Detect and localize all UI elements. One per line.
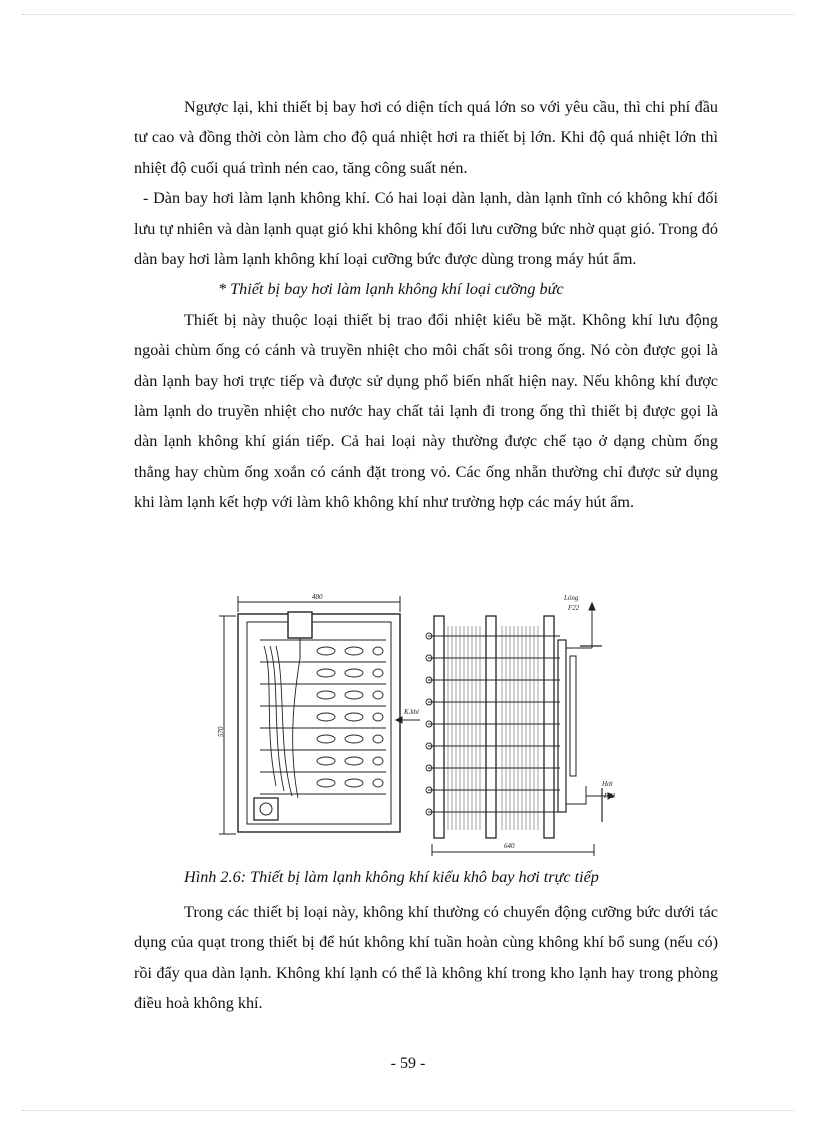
front-view-drawing — [219, 596, 420, 834]
dim-width-label: 480 — [312, 593, 323, 601]
dim-depth-label: 640 — [504, 842, 515, 850]
evaporator-figure — [214, 586, 628, 858]
body-text-bottom — [134, 897, 718, 1019]
dim-height-label: 570 — [217, 726, 225, 737]
liquid-label: Lỏng — [564, 594, 579, 602]
vapor-label: Hơi — [602, 780, 613, 788]
body-text-top — [134, 92, 718, 518]
page-number: - 59 - — [390, 1055, 426, 1072]
paragraph-overheat: Ngược lại, khi thiết bị bay hơi có diện tích quá lớn so với yêu cầu, thì chi phí đầu tư cao và đồng thời còn làm cho độ quá nhiệt hơi ra thiết bị lớn. Khi độ quá nhiệt lớn thì nhiệt độ cuối quá trình nén cao, tăng công suất nén. — [134, 98, 718, 177]
bottom-dotted-rule — [22, 1110, 794, 1111]
liquid-ref-label: F22 — [568, 604, 580, 612]
vapor-ref-label: F22 — [604, 792, 616, 800]
section-heading: * Thiết bị bay hơi làm lạnh không khí loại cưỡng bức — [218, 280, 564, 299]
paragraph-forced-air: Trong các thiết bị loại này, không khí thường có chuyển động cưỡng bức dưới tác dụng của quạt trong thiết bị để hút không khí tuần hoàn cùng không khí bổ sung (nếu có) rồi đẩy qua dàn lạnh. Không khí lạnh có thể là không khí trong kho lạnh hay trong phòng điều hoà không khí. — [134, 903, 718, 1013]
air-label: K.khí — [404, 708, 419, 716]
top-dotted-rule — [22, 14, 794, 15]
figure-caption: Hình 2.6: Thiết bị làm lạnh không khí kiểu khô bay hơi trực tiếp — [184, 868, 599, 886]
side-view-drawing — [426, 603, 614, 856]
paragraph-air-evaporator: - Dàn bay hơi làm lạnh không khí. Có hai loại dàn lạnh, dàn lạnh tĩnh có không khí đối lưu tự nhiên và dàn lạnh quạt gió khi không khí đối lưu cưỡng bức nhờ quạt gió. Trong đó dàn bay hơi làm lạnh không khí loại cưỡng bức được dùng trong máy hút ẩm. — [134, 189, 718, 269]
paragraph-surface-exchanger: Thiết bị này thuộc loại thiết bị trao đổi nhiệt kiểu bề mặt. Không khí lưu động ngoài chùm ống có cánh và truyền nhiệt cho môi chất sôi trong ống. Nó còn được gọi là dàn lạnh bay hơi trực tiếp và được sử dụng phổ biến nhất hiện nay. Nếu không khí được làm lạnh do truyền nhiệt cho nước hay chất tải lạnh đi trong ống thì thiết bị được gọi là dàn lạnh không khí gián tiếp. Cả hai loại này thường được chế tạo ở dạng chùm ống thẳng hay chùm ống xoắn có cánh đặt trong vỏ. Các ống nhẵn thường chỉ được sử dụng khi làm lạnh kết hợp với làm khô không khí như trường hợp các máy hút ẩm. — [134, 310, 718, 512]
